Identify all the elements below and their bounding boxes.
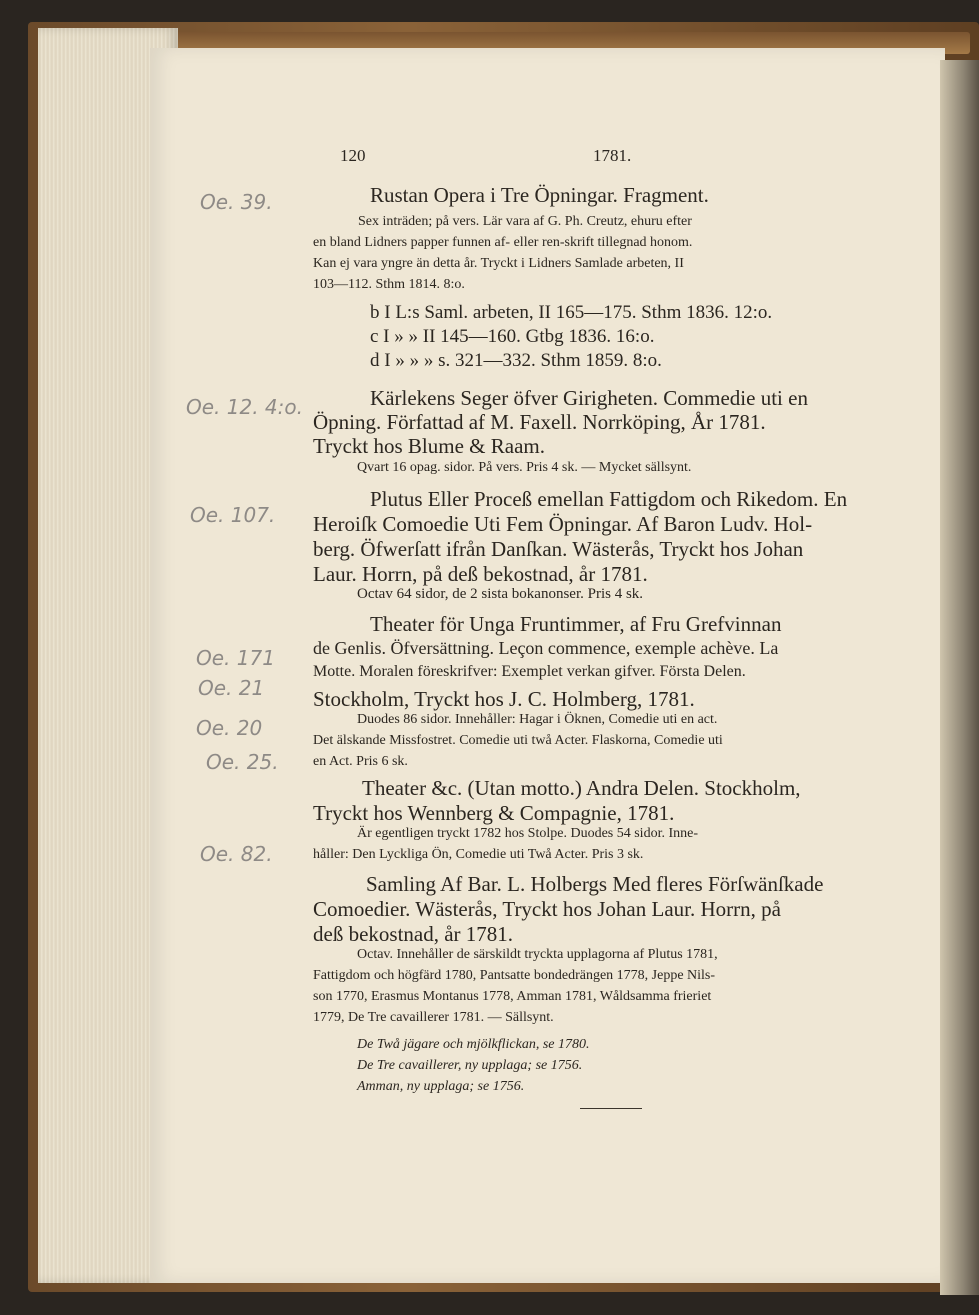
cross-reference: Amman, ny upplaga; se 1756. bbox=[357, 1079, 525, 1094]
entry-line: en bland Lidners papper funnen af- eller ren-skrift tillegnad honom. bbox=[313, 235, 693, 250]
margin-note: Oe. 171 bbox=[196, 646, 275, 670]
entry-title: Laur. Horrn, på deß bekostnad, år 1781. bbox=[313, 562, 648, 586]
entry-title: berg. Öfwerſatt ifrån Danſkan. Wästerås, Tryckt hos Johan bbox=[313, 537, 804, 561]
entry-note: Duodes 86 sidor. Innehåller: Hagar i Öknen, Comedie uti en act. bbox=[357, 712, 718, 727]
entry-note: en Act. Pris 6 sk. bbox=[313, 754, 408, 769]
entry-note: 1779, De Tre cavaillerer 1781. — Sällsynt. bbox=[313, 1010, 554, 1025]
entry-title: Kärlekens Seger öfver Girigheten. Commedie uti en bbox=[370, 386, 808, 410]
entry-title: Comoedier. Wästerås, Tryckt hos Johan Laur. Horrn, på bbox=[313, 897, 781, 921]
entry-note: Octav 64 sidor, de 2 sista bokanonser. Pris 4 sk. bbox=[357, 586, 644, 602]
margin-note: Oe. 107. bbox=[190, 503, 276, 527]
entry-title: de Genlis. Öfversättning. Leçon commence, exemple achève. La bbox=[313, 638, 779, 658]
entry-title: Öpning. Författad af M. Faxell. Norrköping, År 1781. bbox=[313, 410, 766, 434]
cross-reference: De Twå jägare och mjölkflickan, se 1780. bbox=[357, 1037, 590, 1052]
edition-line: b I L:s Saml. arbeten, II 165—175. Sthm 1836. 12:o. bbox=[370, 302, 773, 323]
entry-title: Heroiſk Comoedie Uti Fem Öpningar. Af Baron Ludv. Hol- bbox=[313, 512, 813, 536]
entry-title: Tryckt hos Wennberg & Compagnie, 1781. bbox=[313, 801, 675, 825]
margin-note: Oe. 20 bbox=[196, 716, 263, 740]
entry-title: Stockholm, Tryckt hos J. C. Holmberg, 1781. bbox=[313, 687, 695, 711]
entry-title: Theater &c. (Utan motto.) Andra Delen. Stockholm, bbox=[362, 776, 801, 800]
entry-note: håller: Den Lyckliga Ön, Comedie uti Twå Acter. Pris 3 sk. bbox=[313, 847, 644, 862]
entry-title: Theater för Unga Fruntimmer, af Fru Grefvinnan bbox=[370, 612, 782, 636]
margin-note: Oe. 12. 4:o. bbox=[186, 395, 303, 419]
entry-title: Rustan Opera i Tre Öpningar. Fragment. bbox=[370, 183, 709, 207]
entry-note: Fattigdom och högfärd 1780, Pantsatte bondedrängen 1778, Jeppe Nils- bbox=[313, 968, 716, 983]
page-year: 1781. bbox=[593, 146, 632, 165]
entry-note: Är egentligen tryckt 1782 hos Stolpe. Duodes 54 sidor. Inne- bbox=[357, 826, 699, 841]
edition-line: d I » » » s. 321—332. Sthm 1859. 8:o. bbox=[370, 350, 662, 371]
entry-note: son 1770, Erasmus Montanus 1778, Amman 1781, Wåldsamma frieriet bbox=[313, 989, 712, 1004]
entry-title: Plutus Eller Proceß emellan Fattigdom och Rikedom. En bbox=[370, 487, 848, 511]
entry-line: Kan ej vara yngre än detta år. Tryckt i Lidners Samlade arbeten, II bbox=[313, 256, 684, 271]
entry-note: Qvart 16 opag. sidor. På vers. Pris 4 sk. — Mycket sällsynt. bbox=[357, 460, 692, 475]
entry-title: Samling Af Bar. L. Holbergs Med fleres Förſwänſkade bbox=[366, 872, 824, 896]
entry-title: Tryckt hos Blume & Raam. bbox=[313, 434, 545, 458]
entry-note: Det älskande Missfostret. Comedie uti twå Acter. Flaskorna, Comedie uti bbox=[313, 733, 723, 748]
margin-note: Oe. 82. bbox=[200, 842, 273, 866]
edition-line: c I » » II 145—160. Gtbg 1836. 16:o. bbox=[370, 326, 655, 347]
entry-title: deß bekostnad, år 1781. bbox=[313, 922, 514, 946]
margin-note: Oe. 25. bbox=[206, 750, 279, 774]
section-rule bbox=[580, 1108, 642, 1109]
entry-note: Octav. Innehåller de särskildt tryckta upplagorna af Plutus 1781, bbox=[357, 947, 718, 962]
entry-line: Sex inträden; på vers. Lär vara af G. Ph. Creutz, ehuru efter bbox=[358, 214, 692, 229]
entry-title: Motte. Moralen föreskrifver: Exemplet verkan gifver. Första Delen. bbox=[313, 663, 746, 680]
margin-note: Oe. 39. bbox=[200, 190, 273, 214]
cross-reference: De Tre cavaillerer, ny upplaga; se 1756. bbox=[357, 1058, 583, 1073]
margin-note: Oe. 21 bbox=[198, 676, 265, 700]
page-number: 120 bbox=[340, 146, 366, 165]
entry-line: 103—112. Sthm 1814. 8:o. bbox=[313, 277, 465, 292]
